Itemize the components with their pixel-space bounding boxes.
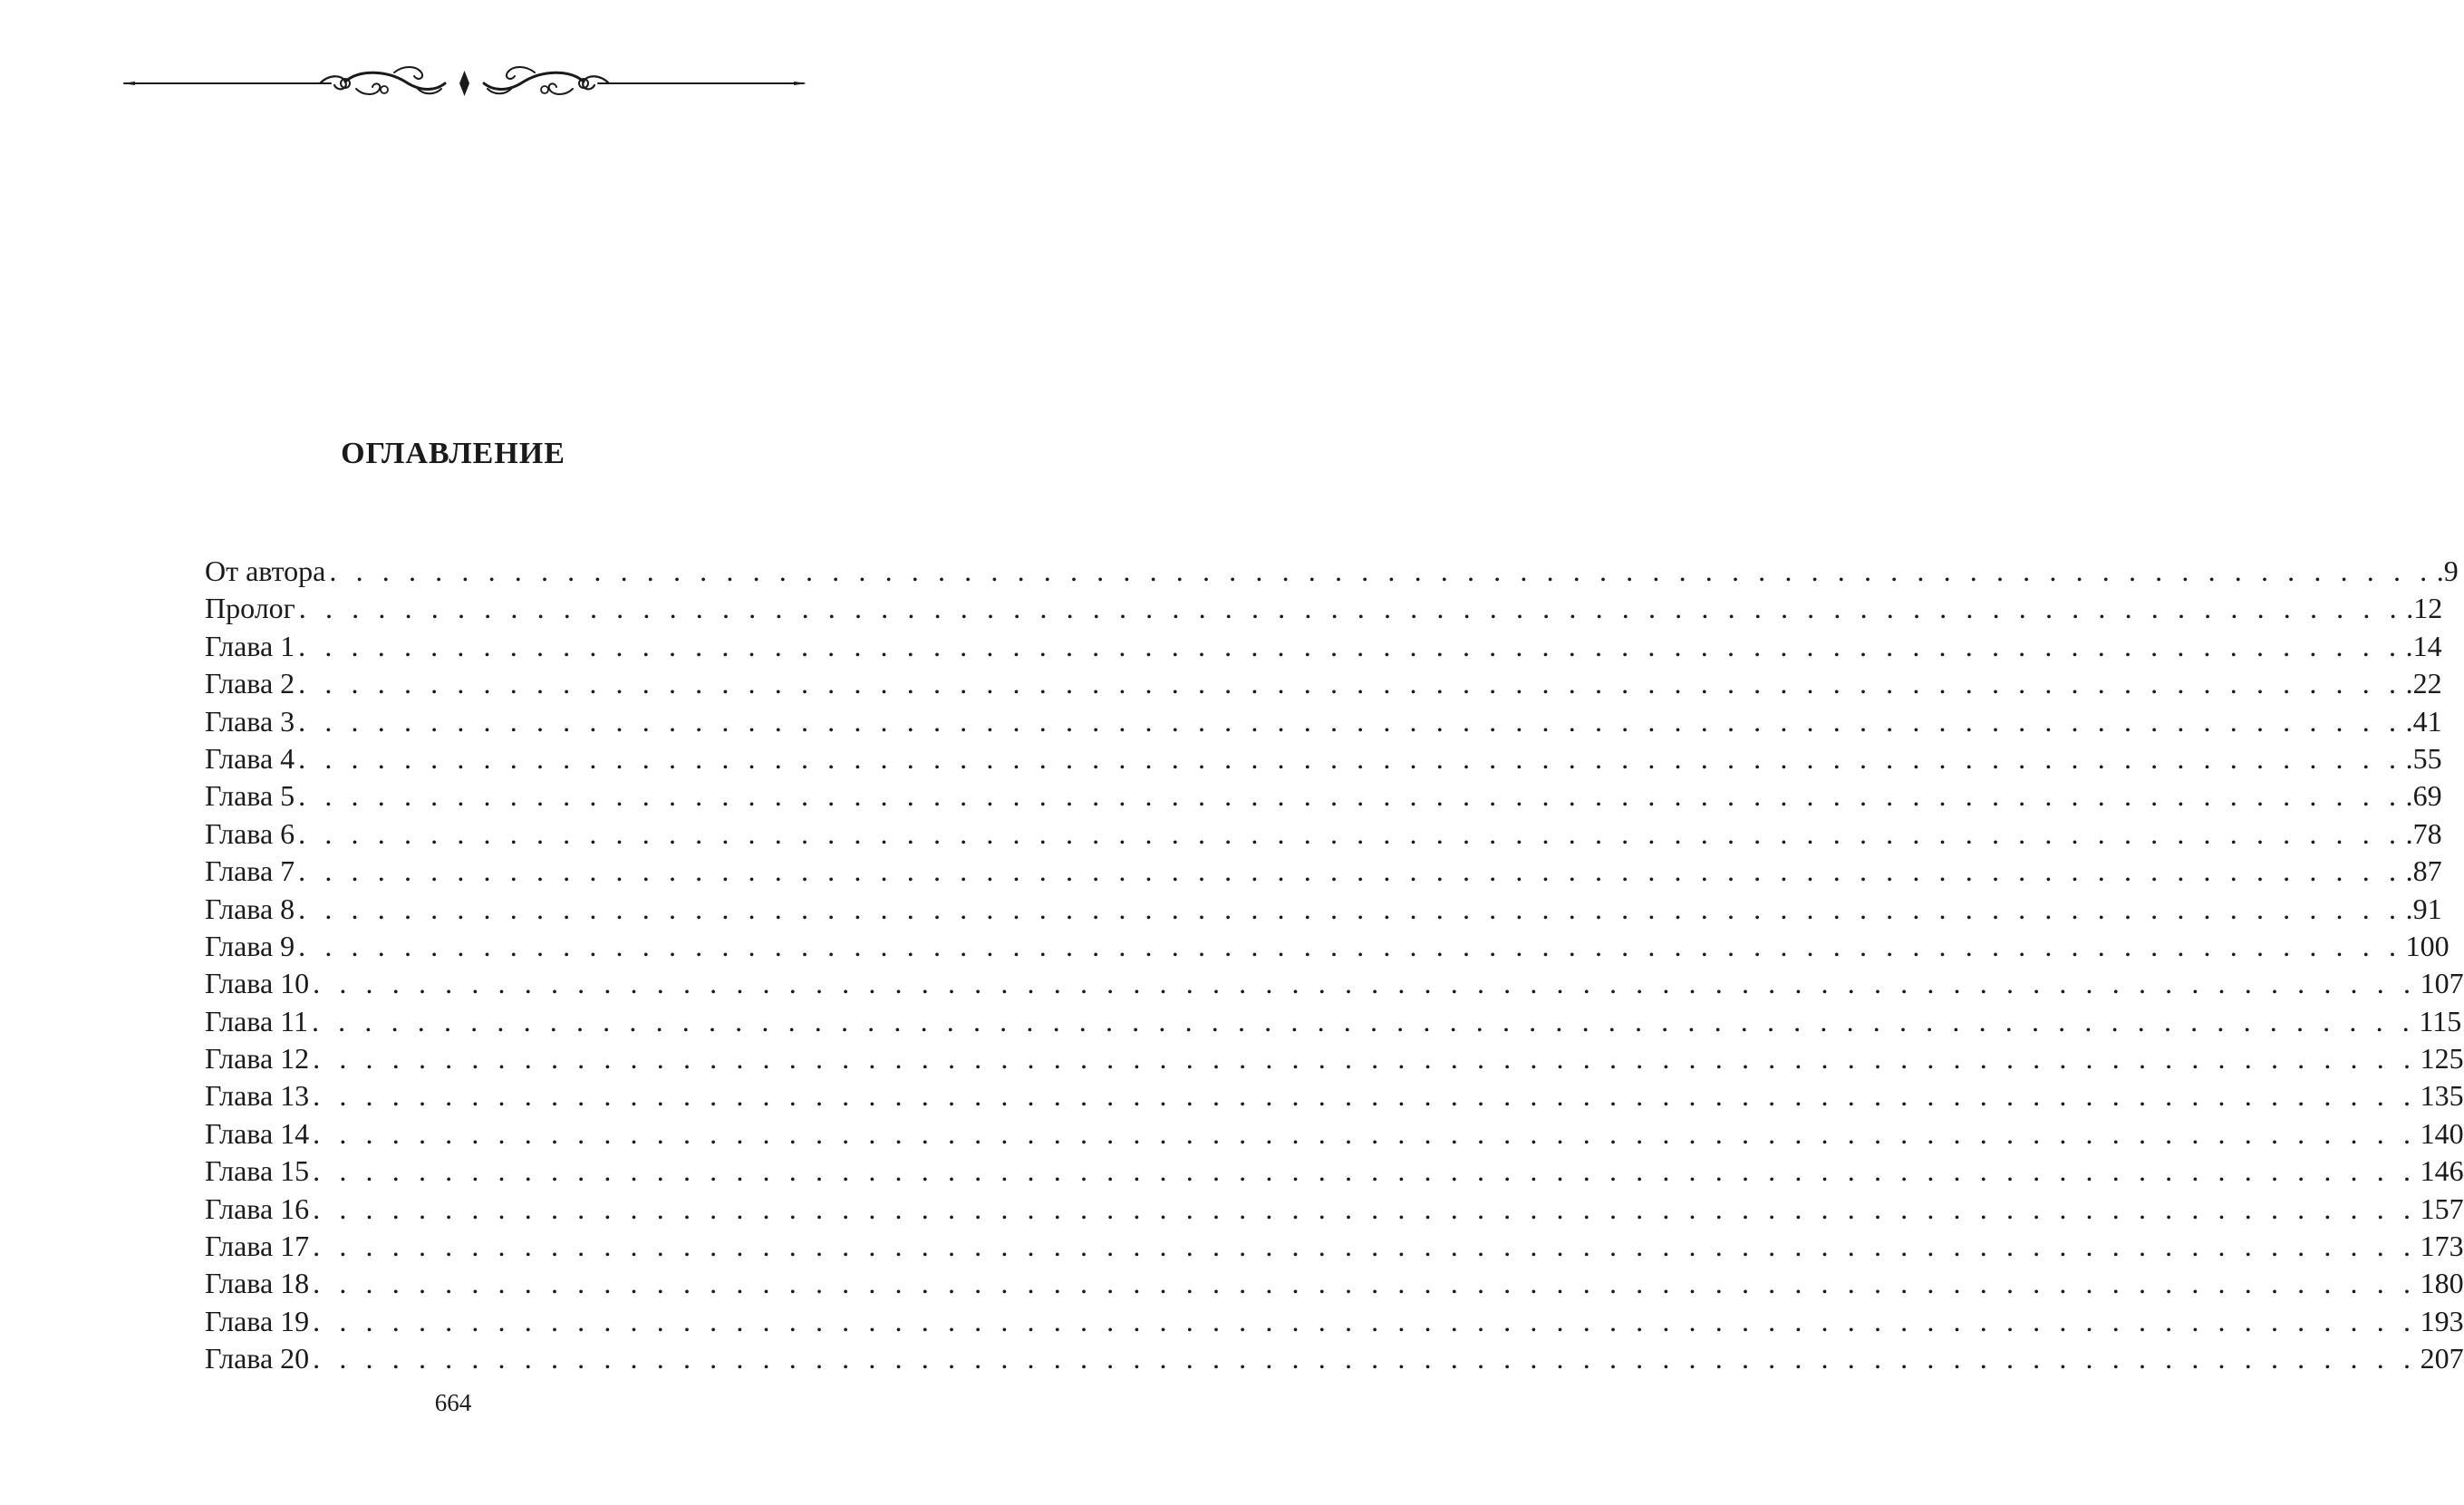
- toc-dot-leader: . . . . . . . . . . . . . . . . . . . . . . . . . . . . . . . . . . . . . . . . . . . . . . . . . . . . . . . . . . . . . . . . . . . . . . . . . . . . . . . .: [313, 1304, 2417, 1337]
- toc-entry-page: .12: [2406, 592, 2443, 625]
- toc-entry-page: .55: [2405, 741, 2442, 775]
- toc-entry: [205, 965, 2464, 1002]
- toc-entry-label: Глава 17: [205, 1230, 310, 1263]
- toc-entry-page: .22: [2405, 667, 2442, 700]
- toc-entry-page: .69: [2405, 779, 2442, 813]
- toc-entry-label: Глава 20: [205, 1342, 310, 1375]
- toc-entry-page: 146: [2420, 1154, 2464, 1188]
- toc-dot-leader: . . . . . . . . . . . . . . . . . . . . . . . . . . . . . . . . . . . . . . . . . . . . . . . . . . . . . . . . . . . . . . . . . . . . . . . . . . . . . . . .: [298, 779, 2402, 813]
- toc-entry-label: Глава 16: [205, 1191, 310, 1225]
- toc-entry-label: Глава 11: [205, 1004, 308, 1037]
- toc-dot-leader: . . . . . . . . . . . . . . . . . . . . . . . . . . . . . . . . . . . . . . . . . . . . . . . . . . . . . . . . . . . . . . . . . . . . . . . . . . . . . . . .: [298, 741, 2402, 775]
- toc-entry: [205, 1265, 2464, 1302]
- toc-entry: [205, 553, 2459, 590]
- page-number: 664: [434, 1389, 472, 1416]
- toc-dot-leader: . . . . . . . . . . . . . . . . . . . . . . . . . . . . . . . . . . . . . . . . . . . . . . . . . . . . . . . . . . . . . . . . . . . . . . . . . . . . . . . .: [313, 1154, 2417, 1188]
- toc-entry: [205, 815, 2442, 853]
- toc-entry-page: 173: [2420, 1230, 2464, 1263]
- toc-entry-label: Глава 3: [205, 704, 295, 738]
- toc-entry-label: Глава 13: [205, 1079, 310, 1113]
- toc-entry: [205, 1040, 2464, 1077]
- toc-dot-leader: . . . . . . . . . . . . . . . . . . . . . . . . . . . . . . . . . . . . . . . . . . . . . . . . . . . . . . . . . . . . . . . . . . . . . . . . . . . . . . . .: [298, 592, 2403, 625]
- toc-entry-label: Глава 4: [205, 741, 295, 775]
- toc-entry-label: Глава 18: [205, 1267, 310, 1300]
- toc-dot-leader: . . . . . . . . . . . . . . . . . . . . . . . . . . . . . . . . . . . . . . . . . . . . . . . . . . . . . . . . . . . . . . . . . . . . . . . . . . . . . . . .: [298, 667, 2402, 700]
- toc-entry-page: .14: [2405, 629, 2442, 662]
- toc-entry-page: 100: [2405, 929, 2450, 962]
- toc-entry-page: .87: [2405, 854, 2442, 888]
- toc-entry-label: Глава 9: [205, 929, 295, 962]
- toc-entry: [205, 1077, 2464, 1114]
- toc-dot-leader: . . . . . . . . . . . . . . . . . . . . . . . . . . . . . . . . . . . . . . . . . . . . . . . . . . . . . . . . . . . . . . . . . . . . . . . . . . . . . . . .: [298, 629, 2402, 662]
- toc-entry-page: .78: [2405, 816, 2442, 850]
- toc-entry: [205, 1340, 2464, 1377]
- toc-entry: [205, 665, 2442, 702]
- toc-entry-label: Глава 7: [205, 854, 295, 888]
- toc-entry-page: .9: [2436, 555, 2459, 587]
- toc-entry-page: 115: [2419, 1004, 2462, 1037]
- toc-entry-label: Глава 2: [205, 667, 295, 700]
- toc-entry: [205, 928, 2450, 965]
- toc-title: ОГЛАВЛЕНИЕ: [341, 437, 565, 470]
- toc-dot-leader: . . . . . . . . . . . . . . . . . . . . . . . . . . . . . . . . . . . . . . . . . . . . . . . . . . . . . . . . . . . . . . . . . . . . . . . . . . . . . . . .: [298, 816, 2402, 850]
- toc-entry-label: Глава 8: [205, 892, 295, 925]
- toc-entry: [205, 590, 2443, 627]
- toc-entry-page: 180: [2420, 1267, 2464, 1300]
- toc-entry: [205, 1228, 2464, 1265]
- toc-entry-label: Глава 19: [205, 1304, 310, 1337]
- toc-entry-page: 125: [2420, 1042, 2464, 1076]
- toc-entry-label: Пролог: [205, 592, 295, 625]
- toc-entry: [205, 777, 2442, 815]
- toc-dot-leader: . . . . . . . . . . . . . . . . . . . . . . . . . . . . . . . . . . . . . . . . . . . . . . . . . . . . . . . . . . . . . . . . . . . . . . . . . . . . . . . .: [298, 892, 2402, 925]
- toc-entry-label: Глава 15: [205, 1154, 310, 1188]
- toc-dot-leader: . . . . . . . . . . . . . . . . . . . . . . . . . . . . . . . . . . . . . . . . . . . . . . . . . . . . . . . . . . . . . . . . . . . . . . . . . . . . . . . .: [298, 704, 2402, 738]
- toc-entry: [205, 703, 2442, 740]
- toc-entry-page: 135: [2420, 1079, 2464, 1113]
- toc-entry-label: Глава 12: [205, 1042, 310, 1076]
- toc-dot-leader: . . . . . . . . . . . . . . . . . . . . . . . . . . . . . . . . . . . . . . . . . . . . . . . . . . . . . . . . . . . . . . . . . . . . . . . . . . . . . . . .: [313, 1267, 2417, 1300]
- toc-entry: [205, 740, 2442, 777]
- toc-entry-label: Глава 1: [205, 629, 295, 662]
- toc-dot-leader: . . . . . . . . . . . . . . . . . . . . . . . . . . . . . . . . . . . . . . . . . . . . . . . . . . . . . . . . . . . . . . . . . . . . . . . . . . . . . . . .: [313, 1042, 2417, 1076]
- toc-dot-leader: . . . . . . . . . . . . . . . . . . . . . . . . . . . . . . . . . . . . . . . . . . . . . . . . . . . . . . . . . . . . . . . . . . . . . . . . . . . . . . . .: [313, 1116, 2417, 1150]
- toc-entry: [205, 891, 2442, 928]
- toc-dot-leader: . . . . . . . . . . . . . . . . . . . . . . . . . . . . . . . . . . . . . . . . . . . . . . . . . . . . . . . . . . . . . . . . . . . . . . . . . . . . . . . .: [313, 1191, 2417, 1225]
- flourish-divider-icon: [122, 60, 807, 111]
- toc-dot-leader: . . . . . . . . . . . . . . . . . . . . . . . . . . . . . . . . . . . . . . . . . . . . . . . . . . . . . . . . . . . . . . . . . . . . . . . . . . . . . . . .: [329, 555, 2433, 587]
- toc-dot-leader: . . . . . . . . . . . . . . . . . . . . . . . . . . . . . . . . . . . . . . . . . . . . . . . . . . . . . . . . . . . . . . . . . . . . . . . . . . . . . . . .: [313, 1079, 2417, 1113]
- toc-entry-page: .91: [2405, 892, 2442, 925]
- toc-entry: [205, 1191, 2464, 1228]
- toc-entry: [205, 628, 2442, 665]
- toc-entry: [205, 1303, 2464, 1340]
- toc-dot-leader: . . . . . . . . . . . . . . . . . . . . . . . . . . . . . . . . . . . . . . . . . . . . . . . . . . . . . . . . . . . . . . . . . . . . . . . . . . . . . . . .: [298, 854, 2402, 888]
- toc-entry-page: 157: [2420, 1191, 2464, 1225]
- toc-entry: [205, 1115, 2464, 1153]
- toc-dot-leader: . . . . . . . . . . . . . . . . . . . . . . . . . . . . . . . . . . . . . . . . . . . . . . . . . . . . . . . . . . . . . . . . . . . . . . . . . . . . . . . .: [313, 967, 2417, 1000]
- toc-entry: [205, 1003, 2462, 1040]
- toc-dot-leader: . . . . . . . . . . . . . . . . . . . . . . . . . . . . . . . . . . . . . . . . . . . . . . . . . . . . . . . . . . . . . . . . . . . . . . . . . . . . . . . .: [313, 1230, 2417, 1263]
- toc-entry-page: .41: [2405, 704, 2442, 738]
- toc-dot-leader: . . . . . . . . . . . . . . . . . . . . . . . . . . . . . . . . . . . . . . . . . . . . . . . . . . . . . . . . . . . . . . . . . . . . . . . . . . . . . . . .: [313, 1342, 2417, 1375]
- toc-entry: [205, 1153, 2464, 1190]
- toc-entry-label: Глава 5: [205, 779, 295, 813]
- toc-dot-leader: . . . . . . . . . . . . . . . . . . . . . . . . . . . . . . . . . . . . . . . . . . . . . . . . . . . . . . . . . . . . . . . . . . . . . . . . . . . . . . . .: [298, 929, 2402, 962]
- toc-entry-page: 107: [2420, 967, 2464, 1000]
- toc-entry: [205, 853, 2442, 890]
- toc-entry-label: Глава 10: [205, 967, 310, 1000]
- toc-dot-leader: . . . . . . . . . . . . . . . . . . . . . . . . . . . . . . . . . . . . . . . . . . . . . . . . . . . . . . . . . . . . . . . . . . . . . . . . . . . . . . . .: [311, 1004, 2416, 1037]
- toc-entry-page: 207: [2420, 1342, 2464, 1375]
- toc-entry-label: Глава 14: [205, 1116, 310, 1150]
- toc-list: [205, 553, 2464, 1378]
- toc-entry-label: От автора: [205, 555, 326, 587]
- toc-entry-page: 193: [2420, 1304, 2464, 1337]
- toc-entry-page: 140: [2420, 1116, 2464, 1150]
- toc-entry-label: Глава 6: [205, 816, 295, 850]
